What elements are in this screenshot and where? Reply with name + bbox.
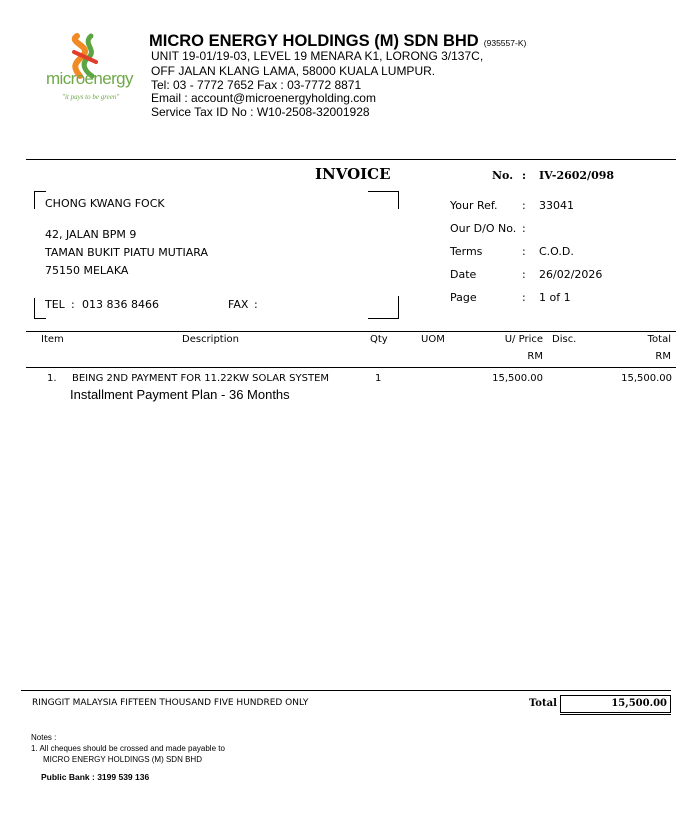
row-item-no: 1. [47,373,57,384]
note-line2: MICRO ENERGY HOLDINGS (M) SDN BHD [43,755,202,764]
detail-label: Our D/O No. [450,222,517,235]
col-header-description: Description [182,334,239,345]
customer-tel-label: TEL [45,298,65,311]
total-box-underline [560,714,671,715]
customer-tel-value: 013 836 8466 [82,298,159,311]
notes-label: Notes : [31,733,57,742]
detail-colon: : [522,268,526,281]
table-top-rule [26,331,676,332]
detail-label: Date [450,268,477,281]
total-box [560,695,671,713]
col-header-unit-price: U/ Price [504,334,543,345]
header-rule [26,159,676,160]
col-header-uom: UOM [421,334,445,345]
col-header-item: Item [41,334,64,345]
company-address-line1: UNIT 19-01/19-03, LEVEL 19 MENARA K1, LORONG 3/137C, [151,49,484,63]
row-subdescription: Installment Payment Plan - 36 Months [70,387,290,402]
col-header-disc: Disc. [552,334,577,345]
detail-colon: : [522,291,526,304]
customer-tel-colon: : [71,298,75,311]
col-header-total-currency: RM [655,351,671,362]
customer-fax-colon: : [254,298,258,311]
invoice-title: INVOICE [315,165,391,183]
customer-name: CHONG KWANG FOCK [45,197,165,210]
detail-colon: : [522,245,526,258]
company-reg-no: (935557-K) [483,38,527,48]
row-description: BEING 2ND PAYMENT FOR 11.22KW SOLAR SYSTEM [72,373,330,384]
row-total: 15,500.00 [621,373,672,384]
detail-value: C.O.D. [539,245,574,258]
customer-address-line3: 75150 MELAKA [45,264,129,277]
detail-label: Terms [450,245,483,258]
company-email: Email : account@microenergyholding.com [151,91,376,105]
detail-value: 26/02/2026 [539,268,603,281]
invoice-no-label: No. [492,169,514,182]
col-header-qty: Qty [370,334,388,345]
row-qty: 1 [375,373,382,384]
amount-in-words: RINGGIT MALAYSIA FIFTEEN THOUSAND FIVE HUNDRED ONLY [32,698,309,708]
company-tel-fax: Tel: 03 - 7772 7652 Fax : 03-7772 8871 [151,78,362,92]
company-logo [44,32,133,112]
total-label: Total [529,698,557,709]
invoice-no-value: IV-2602/098 [539,169,615,182]
logo-wordmark: microenergy [46,69,133,88]
logo-tagline: "it pays to be green" [62,93,120,101]
invoice-no-colon: : [522,169,527,182]
footer-rule [21,690,671,691]
detail-colon: : [522,199,526,212]
company-address-line2: OFF JALAN KLANG LAMA, 58000 KUALA LUMPUR. [151,64,436,78]
company-tax-id: Service Tax ID No : W10-2508-32001928 [151,105,370,119]
total-value: 15,500.00 [611,698,667,709]
detail-value: 1 of 1 [539,291,571,304]
company-name: MICRO ENERGY HOLDINGS (M) SDN BHD [149,32,479,50]
bank-account: Public Bank : 3199 539 136 [41,772,150,782]
table-header-rule [26,367,676,368]
detail-label: Page [450,291,477,304]
note-line1: 1. All cheques should be crossed and made payable to [31,744,225,753]
customer-address-line1: 42, JALAN BPM 9 [45,228,137,241]
detail-label: Your Ref. [450,199,498,212]
detail-colon: : [522,222,526,235]
customer-address-line2: TAMAN BUKIT PIATU MUTIARA [45,246,208,259]
col-header-total: Total [647,334,671,345]
detail-value: 33041 [539,199,574,212]
customer-fax-label: FAX [228,298,249,311]
row-unit-price: 15,500.00 [492,373,543,384]
col-header-unit-price-currency: RM [527,351,543,362]
